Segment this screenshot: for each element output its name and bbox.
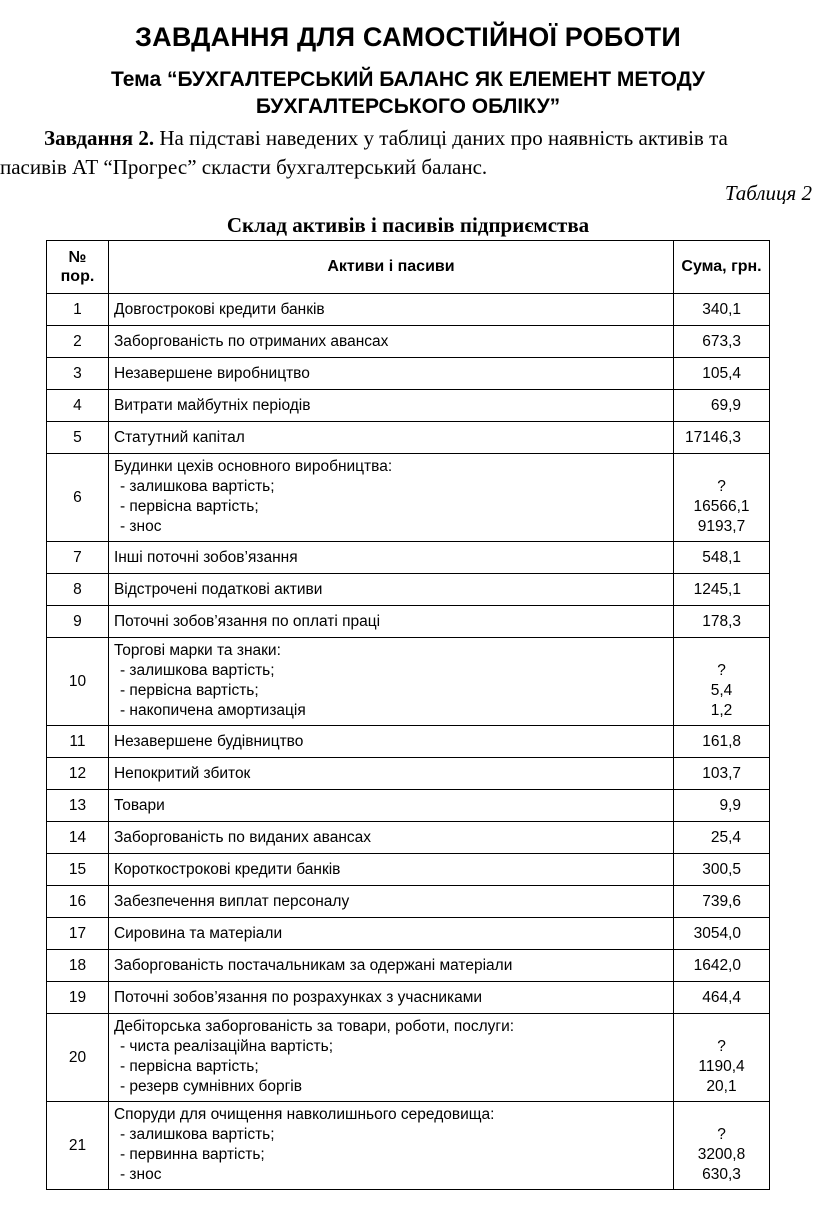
row-value: 3054,0 <box>674 918 770 950</box>
page-title: ЗАВДАННЯ ДЛЯ САМОСТІЙНОЇ РОБОТИ <box>135 22 681 52</box>
row-sub-value: 630,3 <box>702 1166 741 1183</box>
row-name <box>108 454 673 542</box>
table-row <box>47 790 770 822</box>
row-name: Поточні зобов’язання по розрахунках з учасниками <box>108 982 673 1014</box>
assets-liabilities-table <box>46 240 770 1190</box>
table-row <box>47 542 770 574</box>
row-value: 9,9 <box>674 790 770 822</box>
row-value: 103,7 <box>674 758 770 790</box>
row-name: Заборгованість по отриманих авансах <box>108 326 673 358</box>
row-name: Забезпечення виплат персоналу <box>108 886 673 918</box>
row-name: Непокритий збиток <box>108 758 673 790</box>
row-name: Незавершене будівництво <box>108 726 673 758</box>
row-value: 739,6 <box>674 886 770 918</box>
row-value: 340,1 <box>674 294 770 326</box>
row-name-main: Дебіторська заборгованість за товари, роботи, послуги: <box>113 1018 515 1035</box>
row-sub-item: - резерв сумнівних боргів <box>119 1078 302 1095</box>
row-value: 673,3 <box>674 326 770 358</box>
row-name-main: Торгові марки та знаки: <box>113 642 281 659</box>
row-name-main: Споруди для очищення навколишнього середовища: <box>113 1106 495 1123</box>
row-sub-value: 1,2 <box>710 702 733 719</box>
row-sub-value: 3200,8 <box>697 1146 746 1163</box>
row-name: Короткострокові кредити банків <box>108 854 673 886</box>
row-name: Заборгованість по виданих авансах <box>108 822 673 854</box>
row-value <box>674 454 770 542</box>
row-sub-item: - знос <box>119 1166 162 1183</box>
table-row <box>47 886 770 918</box>
row-number: 4 <box>47 390 109 422</box>
row-sub-item: - первинна вартість; <box>119 1146 265 1163</box>
table-row <box>47 822 770 854</box>
row-name <box>108 1102 673 1190</box>
table-row <box>47 918 770 950</box>
topic-line-2: БУХГАЛТЕРСЬКОГО ОБЛІКУ” <box>255 95 561 118</box>
row-number: 3 <box>47 358 109 390</box>
row-sub-item: - накопичена амортизація <box>119 702 306 719</box>
row-value: 69,9 <box>674 390 770 422</box>
row-number: 6 <box>47 454 109 542</box>
table-row <box>47 950 770 982</box>
topic-heading <box>0 66 816 120</box>
row-name: Статутний капітал <box>108 422 673 454</box>
row-value <box>674 1014 770 1102</box>
table-row <box>47 454 770 542</box>
row-sub-value: 16566,1 <box>693 498 750 515</box>
row-value: 161,8 <box>674 726 770 758</box>
row-number: 16 <box>47 886 109 918</box>
row-sub-item: - знос <box>119 518 162 535</box>
table-row <box>47 982 770 1014</box>
row-sub-item: - первісна вартість; <box>119 498 259 515</box>
row-value: 178,3 <box>674 606 770 638</box>
row-number: 18 <box>47 950 109 982</box>
row-number: 14 <box>47 822 109 854</box>
header-num-line2: пор. <box>60 268 95 285</box>
row-sub-item: - залишкова вартість; <box>119 1126 275 1143</box>
row-sub-item: - залишкова вартість; <box>119 478 275 495</box>
table-header-row <box>47 241 770 294</box>
row-value: 300,5 <box>674 854 770 886</box>
row-sub-value: ? <box>717 1126 726 1143</box>
row-name: Поточні зобов’язання по оплаті праці <box>108 606 673 638</box>
row-number: 15 <box>47 854 109 886</box>
row-sub-item: - залишкова вартість; <box>119 662 275 679</box>
table-row <box>47 606 770 638</box>
row-number: 10 <box>47 638 109 726</box>
row-number: 13 <box>47 790 109 822</box>
row-value <box>674 1102 770 1190</box>
row-number: 19 <box>47 982 109 1014</box>
table-row <box>47 358 770 390</box>
table-row <box>47 1102 770 1190</box>
row-sub-value: 9193,7 <box>697 518 746 535</box>
table-row <box>47 758 770 790</box>
row-name-main: Будинки цехів основного виробництва: <box>113 458 393 475</box>
row-name: Товари <box>108 790 673 822</box>
table-row <box>47 1014 770 1102</box>
row-name <box>108 1014 673 1102</box>
task-text-2: пасивів АТ “Прогрес” скласти бухгалтерський баланс. <box>0 155 488 179</box>
row-name: Витрати майбутніх періодів <box>108 390 673 422</box>
row-value: 464,4 <box>674 982 770 1014</box>
table-row <box>47 326 770 358</box>
row-value: 1245,1 <box>674 574 770 606</box>
row-name: Сировина та матеріали <box>108 918 673 950</box>
header-num-line1: № <box>68 249 87 266</box>
row-number: 12 <box>47 758 109 790</box>
row-value: 25,4 <box>674 822 770 854</box>
table-row <box>47 726 770 758</box>
row-sub-item: - первісна вартість; <box>119 682 259 699</box>
row-sub-item: - первісна вартість; <box>119 1058 259 1075</box>
row-value: 17146,3 <box>674 422 770 454</box>
row-number: 8 <box>47 574 109 606</box>
header-name: Активи і пасиви <box>108 241 673 294</box>
row-value: 548,1 <box>674 542 770 574</box>
row-value: 105,4 <box>674 358 770 390</box>
row-sub-value: ? <box>717 1038 726 1055</box>
row-number: 7 <box>47 542 109 574</box>
row-name: Інші поточні зобов’язання <box>108 542 673 574</box>
row-value: 1642,0 <box>674 950 770 982</box>
table-number: Таблиця 2 <box>724 181 812 205</box>
row-sub-value: 20,1 <box>706 1078 737 1095</box>
row-number: 17 <box>47 918 109 950</box>
row-sub-value: 5,4 <box>710 682 733 699</box>
row-number: 21 <box>47 1102 109 1190</box>
table-row <box>47 294 770 326</box>
row-number: 5 <box>47 422 109 454</box>
table-row <box>47 574 770 606</box>
header-num <box>47 241 109 294</box>
task-paragraph <box>0 124 816 182</box>
row-name: Заборгованість постачальникам за одержані матеріали <box>108 950 673 982</box>
task-label: Завдання 2. <box>44 126 155 150</box>
row-sub-value: ? <box>717 662 726 679</box>
row-number: 2 <box>47 326 109 358</box>
row-number: 1 <box>47 294 109 326</box>
table-title: Склад активів і пасивів підприємства <box>226 213 590 237</box>
header-sum: Сума, грн. <box>674 241 770 294</box>
table-row <box>47 422 770 454</box>
table-row <box>47 390 770 422</box>
topic-line-1: Тема “БУХГАЛТЕРСЬКИЙ БАЛАНС ЯК ЕЛЕМЕНТ МЕТОДУ <box>111 68 705 91</box>
row-name: Довгострокові кредити банків <box>108 294 673 326</box>
row-name: Відстрочені податкові активи <box>108 574 673 606</box>
row-number: 20 <box>47 1014 109 1102</box>
row-sub-value: ? <box>717 478 726 495</box>
table-row <box>47 854 770 886</box>
row-sub-item: - чиста реалізаційна вартість; <box>119 1038 334 1055</box>
row-number: 11 <box>47 726 109 758</box>
task-text-1: На підставі наведених у таблиці даних про наявність активів та <box>154 126 728 150</box>
row-value <box>674 638 770 726</box>
table-row <box>47 638 770 726</box>
row-sub-value: 1190,4 <box>698 1058 745 1075</box>
row-number: 9 <box>47 606 109 638</box>
row-name: Незавершене виробництво <box>108 358 673 390</box>
row-name <box>108 638 673 726</box>
